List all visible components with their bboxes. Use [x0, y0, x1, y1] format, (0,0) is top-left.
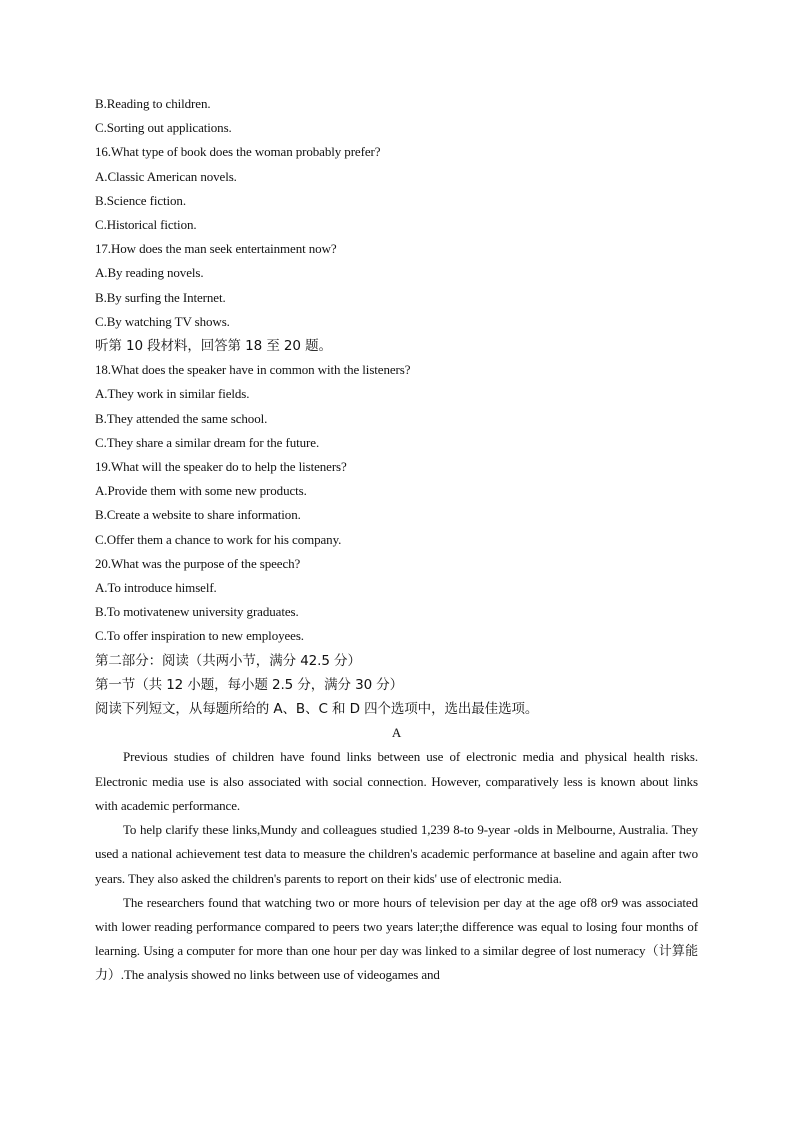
option-18a: A.They work in similar fields. [95, 386, 250, 402]
question-19: 19.What will the speaker do to help the listeners? [95, 459, 347, 475]
document-page [95, 92, 698, 988]
option-20b: B.To motivatenew university graduates. [95, 604, 299, 620]
option-16b: B.Science fiction. [95, 192, 186, 208]
section-one-heading: 第一节（共 12 小题，每小题 2.5 分，满分 30 分） [95, 676, 404, 693]
reading-instruction: 阅读下列短文，从每题所给的 A、B、C 和 D 四个选项中，选出最佳选项。 [95, 701, 539, 718]
option-15c: C.Sorting out applications. [95, 120, 232, 136]
option-18b: B.They attended the same school. [95, 410, 268, 426]
question-20: 20.What was the purpose of the speech? [95, 555, 301, 571]
option-16a: A.Classic American novels. [95, 168, 237, 184]
option-20a: A.To introduce himself. [95, 580, 217, 596]
option-18c: C.They share a similar dream for the future. [95, 434, 320, 450]
passage-paragraph-1: Previous studies of children have found links between use of electronic media and physical health risks. Electronic media use is also associated with social connection. However, comparatively less is known about links with academic performance. [95, 749, 698, 813]
question-17: 17.How does the man seek entertainment now? [95, 241, 337, 257]
section-instruction-10: 听第 10 段材料，回答第 18 至 20 题。 [95, 338, 332, 355]
passage-paragraph-3: The researchers found that watching two or more hours of television per day at the age of8 or9 was associated with lower reading performance compared to peers two years later;the difference was equal to losing four months of learning. Using a computer for more than one hour per day was linked to a similar degree of lost numeracy（计算能力）.The analysis showed no links between use of videogames and [95, 894, 698, 983]
option-17b: B.By surfing the Internet. [95, 289, 226, 305]
option-19b: B.Create a website to share information. [95, 507, 301, 523]
option-15b: B.Reading to children. [95, 96, 211, 111]
question-18: 18.What does the speaker have in common with the listeners? [95, 362, 411, 378]
option-17a: A.By reading novels. [95, 265, 204, 281]
part-two-heading: 第二部分：阅读（共两小节，满分 42.5 分） [95, 652, 361, 669]
option-16c: C.Historical fiction. [95, 217, 197, 233]
question-16: 16.What type of book does the woman probably prefer? [95, 144, 381, 160]
option-19c: C.Offer them a chance to work for his company. [95, 531, 342, 547]
option-20c: C.To offer inspiration to new employees. [95, 628, 304, 644]
passage-paragraph-2: To help clarify these links,Mundy and colleagues studied 1,239 8-to 9-year -olds in Melbourne, Australia. They used a national achievement test data to measure the children's academic performance at baseline and again after two years. They also asked the children's parents to report on their kids' use of electronic media. [95, 822, 698, 886]
option-19a: A.Provide them with some new products. [95, 483, 307, 499]
passage-letter: A [391, 725, 402, 741]
option-17c: C.By watching TV shows. [95, 313, 230, 329]
